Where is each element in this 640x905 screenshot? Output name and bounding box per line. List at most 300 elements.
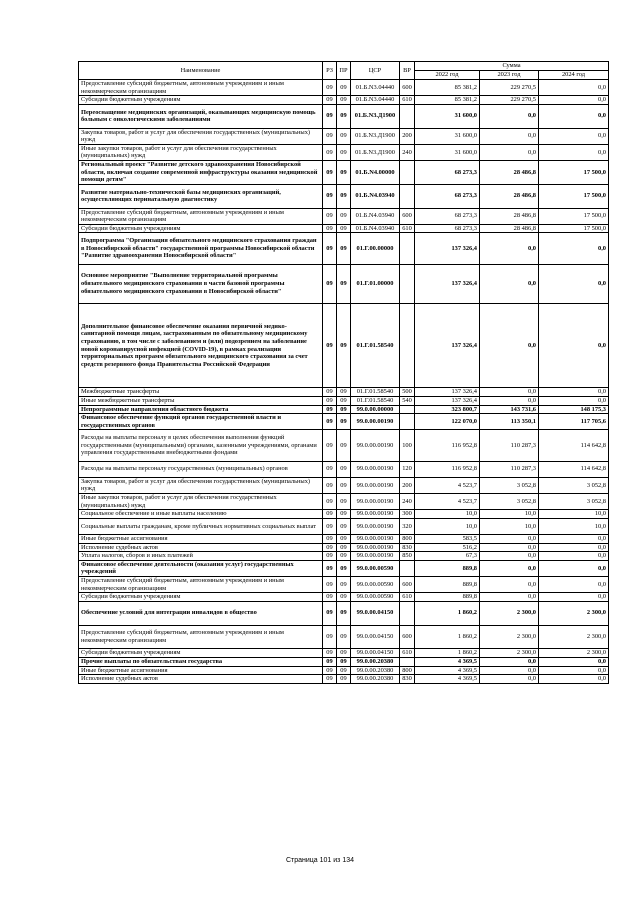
row-value-2022: 4 369,5 [415, 657, 480, 666]
row-vr [400, 414, 415, 430]
header-name: Наименование [79, 62, 323, 80]
row-name: Предоставление субсидий бюджетным, автономным учреждениям и иным некоммерческим организациям [79, 80, 323, 96]
row-rz: 09 [323, 303, 337, 388]
row-value-2022: 68 273,3 [415, 224, 480, 233]
row-rz: 09 [323, 396, 337, 405]
row-value-2023: 2 300,0 [480, 625, 539, 649]
row-pr: 09 [337, 414, 351, 430]
row-value-2023: 0,0 [480, 144, 539, 160]
row-vr [400, 104, 415, 128]
row-rz: 09 [323, 104, 337, 128]
row-value-2023: 0,0 [480, 396, 539, 405]
row-vr: 200 [400, 128, 415, 144]
row-vr: 830 [400, 675, 415, 684]
table-row [79, 601, 609, 625]
row-name: Субсидии бюджетным учреждениям [79, 649, 323, 658]
table-row [79, 80, 609, 96]
row-vr: 320 [400, 518, 415, 534]
row-value-2024: 10,0 [539, 510, 609, 519]
row-csr: 99.0.00.00190 [351, 414, 400, 430]
row-pr: 09 [337, 160, 351, 184]
row-vr [400, 233, 415, 264]
row-value-2022: 68 273,3 [415, 184, 480, 208]
row-csr: 99.0.00.20380 [351, 675, 400, 684]
row-value-2023: 0,0 [480, 552, 539, 561]
row-value-2022: 4 523,7 [415, 477, 480, 493]
row-value-2023: 143 731,6 [480, 405, 539, 414]
table-row [79, 560, 609, 576]
row-value-2022: 4 369,5 [415, 666, 480, 675]
row-rz: 09 [323, 96, 337, 105]
row-value-2024: 0,0 [539, 128, 609, 144]
row-value-2023: 110 287,3 [480, 430, 539, 461]
row-vr: 610 [400, 224, 415, 233]
row-vr: 610 [400, 593, 415, 602]
row-csr: 01.Б.N4.03940 [351, 208, 400, 224]
table-row [79, 303, 609, 388]
row-rz: 09 [323, 405, 337, 414]
row-rz: 09 [323, 144, 337, 160]
row-value-2022: 1 860,2 [415, 601, 480, 625]
row-pr: 09 [337, 303, 351, 388]
table-body [79, 80, 609, 684]
row-pr: 09 [337, 518, 351, 534]
row-rz: 09 [323, 80, 337, 96]
row-pr: 09 [337, 264, 351, 303]
row-csr: 01.Г.01.58540 [351, 388, 400, 397]
row-pr: 09 [337, 657, 351, 666]
row-rz: 09 [323, 128, 337, 144]
row-value-2024: 0,0 [539, 80, 609, 96]
row-value-2024: 0,0 [539, 303, 609, 388]
table-row [79, 96, 609, 105]
table-row [79, 576, 609, 592]
row-csr: 01.Г.01.00000 [351, 264, 400, 303]
row-pr: 09 [337, 208, 351, 224]
row-pr: 09 [337, 601, 351, 625]
row-rz: 09 [323, 414, 337, 430]
row-csr: 99.0.00.04150 [351, 625, 400, 649]
row-csr: 99.0.00.00590 [351, 576, 400, 592]
row-csr: 01.Б.N3.Д1900 [351, 104, 400, 128]
row-value-2022: 122 070,0 [415, 414, 480, 430]
row-vr: 800 [400, 666, 415, 675]
row-name: Предоставление субсидий бюджетным, автономным учреждениям и иным некоммерческим организациям [79, 208, 323, 224]
row-rz: 09 [323, 535, 337, 544]
row-value-2023: 28 486,8 [480, 184, 539, 208]
row-value-2024: 0,0 [539, 96, 609, 105]
row-value-2023: 0,0 [480, 666, 539, 675]
header-vr: ВР [400, 62, 415, 80]
row-value-2024: 10,0 [539, 518, 609, 534]
row-rz: 09 [323, 518, 337, 534]
row-vr [400, 601, 415, 625]
row-value-2022: 31 600,0 [415, 144, 480, 160]
row-rz: 09 [323, 601, 337, 625]
row-csr: 99.0.00.00190 [351, 510, 400, 519]
table-row [79, 104, 609, 128]
row-value-2023: 10,0 [480, 518, 539, 534]
row-pr: 09 [337, 675, 351, 684]
row-rz: 09 [323, 576, 337, 592]
row-pr: 09 [337, 625, 351, 649]
row-value-2024: 0,0 [539, 535, 609, 544]
table-row [79, 144, 609, 160]
row-vr: 600 [400, 80, 415, 96]
table-row [79, 477, 609, 493]
table-row [79, 414, 609, 430]
row-csr: 01.Г.00.00000 [351, 233, 400, 264]
row-vr [400, 560, 415, 576]
table-row [79, 649, 609, 658]
budget-table [78, 61, 609, 684]
row-pr: 09 [337, 649, 351, 658]
row-csr: 01.Б.N4.03940 [351, 184, 400, 208]
row-rz: 09 [323, 477, 337, 493]
row-value-2024: 0,0 [539, 144, 609, 160]
row-rz: 09 [323, 649, 337, 658]
row-name: Уплата налогов, сборов и иных платежей [79, 552, 323, 561]
row-pr: 09 [337, 535, 351, 544]
row-rz: 09 [323, 388, 337, 397]
row-pr: 09 [337, 388, 351, 397]
row-value-2023: 28 486,8 [480, 224, 539, 233]
row-rz: 09 [323, 543, 337, 552]
row-name: Субсидии бюджетным учреждениям [79, 96, 323, 105]
row-rz: 09 [323, 625, 337, 649]
row-value-2022: 68 273,3 [415, 160, 480, 184]
row-rz: 09 [323, 264, 337, 303]
row-value-2023: 229 270,5 [480, 80, 539, 96]
table-row [79, 184, 609, 208]
row-vr [400, 405, 415, 414]
row-csr: 99.0.00.00190 [351, 518, 400, 534]
table-row [79, 593, 609, 602]
row-value-2022: 137 326,4 [415, 303, 480, 388]
row-vr: 300 [400, 510, 415, 519]
row-name: Переоснащение медицинских организаций, оказывающих медицинскую помощь больным с онкологическими заболеваниями [79, 104, 323, 128]
row-rz: 09 [323, 233, 337, 264]
row-value-2023: 2 300,0 [480, 601, 539, 625]
row-vr: 830 [400, 543, 415, 552]
row-name: Подпрограмма "Организация обязательного медицинского страхования граждан в Новосибирской области" государственной программы Новосибирской области "Развитие здравоохранения Новосибирской области" [79, 233, 323, 264]
row-value-2023: 0,0 [480, 303, 539, 388]
row-rz: 09 [323, 657, 337, 666]
row-value-2022: 68 273,3 [415, 208, 480, 224]
row-name: Предоставление субсидий бюджетным, автономным учреждениям и иным некоммерческим организациям [79, 576, 323, 592]
row-value-2023: 0,0 [480, 593, 539, 602]
row-pr: 09 [337, 560, 351, 576]
row-value-2023: 0,0 [480, 388, 539, 397]
row-value-2022: 116 952,8 [415, 461, 480, 477]
row-value-2023: 0,0 [480, 535, 539, 544]
row-name: Финансовое обеспечение функций органов государственной власти и государственных органов [79, 414, 323, 430]
row-vr: 240 [400, 144, 415, 160]
row-csr: 99.0.00.00190 [351, 477, 400, 493]
row-rz: 09 [323, 675, 337, 684]
row-value-2023: 28 486,8 [480, 160, 539, 184]
table-row [79, 535, 609, 544]
row-value-2024: 117 705,6 [539, 414, 609, 430]
row-rz: 09 [323, 208, 337, 224]
row-value-2024: 17 500,0 [539, 208, 609, 224]
header-year-2023: 2023 год [480, 71, 539, 80]
table-row [79, 264, 609, 303]
table-row [79, 405, 609, 414]
row-csr: 99.0.00.04150 [351, 601, 400, 625]
row-vr: 600 [400, 576, 415, 592]
row-value-2024: 0,0 [539, 233, 609, 264]
row-value-2022: 31 600,0 [415, 128, 480, 144]
row-name: Финансовое обеспечение деятельности (оказания услуг) государственных учреждений [79, 560, 323, 576]
row-rz: 09 [323, 552, 337, 561]
row-value-2022: 4 369,5 [415, 675, 480, 684]
row-value-2023: 0,0 [480, 675, 539, 684]
row-value-2024: 0,0 [539, 576, 609, 592]
row-value-2024: 3 052,8 [539, 494, 609, 510]
row-value-2022: 889,8 [415, 593, 480, 602]
row-pr: 09 [337, 96, 351, 105]
row-value-2023: 3 052,8 [480, 494, 539, 510]
row-name: Социальное обеспечение и иные выплаты населению [79, 510, 323, 519]
header-pr: ПР [337, 62, 351, 80]
row-csr: 01.Г.01.58540 [351, 303, 400, 388]
row-name: Субсидии бюджетным учреждениям [79, 224, 323, 233]
header-csr: ЦСР [351, 62, 400, 80]
row-value-2022: 583,5 [415, 535, 480, 544]
row-rz: 09 [323, 184, 337, 208]
row-pr: 09 [337, 666, 351, 675]
row-value-2024: 0,0 [539, 388, 609, 397]
row-value-2022: 1 860,2 [415, 625, 480, 649]
row-value-2024: 148 175,3 [539, 405, 609, 414]
row-value-2024: 0,0 [539, 593, 609, 602]
row-value-2023: 3 052,8 [480, 477, 539, 493]
row-value-2023: 0,0 [480, 560, 539, 576]
row-csr: 99.0.00.00190 [351, 494, 400, 510]
row-pr: 09 [337, 593, 351, 602]
table-row [79, 160, 609, 184]
header-sum: Сумма [415, 62, 609, 71]
row-rz: 09 [323, 560, 337, 576]
table-row [79, 388, 609, 397]
row-value-2022: 137 326,4 [415, 388, 480, 397]
row-pr: 09 [337, 494, 351, 510]
row-csr: 01.Б.N3.04440 [351, 96, 400, 105]
row-vr: 600 [400, 625, 415, 649]
table-row [79, 461, 609, 477]
row-rz: 09 [323, 666, 337, 675]
row-value-2024: 0,0 [539, 552, 609, 561]
row-name: Иные закупки товаров, работ и услуг для обеспечения государственных (муниципальных) нужд [79, 494, 323, 510]
row-name: Предоставление субсидий бюджетным, автономным учреждениям и иным некоммерческим организациям [79, 625, 323, 649]
table-row [79, 208, 609, 224]
row-value-2024: 2 300,0 [539, 625, 609, 649]
row-vr: 500 [400, 388, 415, 397]
row-vr: 600 [400, 208, 415, 224]
row-value-2024: 17 500,0 [539, 184, 609, 208]
row-rz: 09 [323, 494, 337, 510]
row-name: Расходы на выплаты персоналу государственных (муниципальных) органов [79, 461, 323, 477]
row-vr: 200 [400, 477, 415, 493]
row-name: Иные закупки товаров, работ и услуг для обеспечения государственных (муниципальных) нужд [79, 144, 323, 160]
row-value-2024: 0,0 [539, 104, 609, 128]
row-csr: 01.Б.N3.Д1900 [351, 128, 400, 144]
row-csr: 99.0.00.00190 [351, 552, 400, 561]
table-row [79, 543, 609, 552]
row-value-2024: 0,0 [539, 543, 609, 552]
row-value-2024: 3 052,8 [539, 477, 609, 493]
row-pr: 09 [337, 128, 351, 144]
row-rz: 09 [323, 160, 337, 184]
row-name: Региональный проект "Развитие детского здравоохранения Новосибирской области, включая создание современной инфраструктуры оказания медицинской помощи детям" [79, 160, 323, 184]
row-csr: 01.Б.N3.04440 [351, 80, 400, 96]
row-csr: 99.0.00.00590 [351, 560, 400, 576]
row-value-2023: 0,0 [480, 233, 539, 264]
table-header [79, 62, 609, 80]
page-number: Страница 101 из 134 [285, 857, 355, 864]
row-csr: 99.0.00.00190 [351, 461, 400, 477]
row-value-2023: 229 270,5 [480, 96, 539, 105]
row-name: Прочие выплаты по обязательствам государства [79, 657, 323, 666]
row-value-2024: 0,0 [539, 264, 609, 303]
row-vr [400, 657, 415, 666]
row-csr: 01.Б.N4.03940 [351, 224, 400, 233]
row-vr [400, 184, 415, 208]
row-csr: 01.Б.N4.00000 [351, 160, 400, 184]
header-year-2022: 2022 год [415, 71, 480, 80]
row-value-2022: 137 326,4 [415, 264, 480, 303]
row-value-2024: 2 300,0 [539, 649, 609, 658]
row-csr: 99.0.00.00190 [351, 430, 400, 461]
row-pr: 09 [337, 543, 351, 552]
row-value-2023: 28 486,8 [480, 208, 539, 224]
row-csr: 99.0.00.00190 [351, 543, 400, 552]
row-value-2023: 0,0 [480, 128, 539, 144]
row-pr: 09 [337, 510, 351, 519]
row-pr: 09 [337, 184, 351, 208]
row-value-2023: 0,0 [480, 657, 539, 666]
table-row [79, 675, 609, 684]
table-row [79, 510, 609, 519]
row-csr: 01.Б.N3.Д1900 [351, 144, 400, 160]
row-vr [400, 264, 415, 303]
row-csr: 01.Г.01.58540 [351, 396, 400, 405]
row-name: Дополнительное финансовое обеспечение оказания первичной медико-санитарной помощи лицам, застрахованным по обязательному медицинскому страхованию, в том числе с заболеванием и (или) подозрением на заболевание новой коронавирусной инфекцией (COVID-19), в рамках реализации территориальных программ обязательного медицинского страхования за счет средств резервного фонда Правительства Российской Федерации [79, 303, 323, 388]
row-pr: 09 [337, 80, 351, 96]
row-name: Закупка товаров, работ и услуг для обеспечения государственных (муниципальных) нужд [79, 128, 323, 144]
row-pr: 09 [337, 461, 351, 477]
row-value-2022: 1 860,2 [415, 649, 480, 658]
row-pr: 09 [337, 430, 351, 461]
row-rz: 09 [323, 224, 337, 233]
row-name: Основное мероприятие "Выполнение территориальной программы обязательного медицинского страхования в части базовой программы обязательного медицинского страхования в Новосибирской области" [79, 264, 323, 303]
row-value-2024: 114 642,8 [539, 430, 609, 461]
row-value-2024: 114 642,8 [539, 461, 609, 477]
row-value-2023: 2 300,0 [480, 649, 539, 658]
row-value-2022: 67,3 [415, 552, 480, 561]
row-vr: 240 [400, 494, 415, 510]
row-value-2022: 4 523,7 [415, 494, 480, 510]
row-name: Иные межбюджетные трансферты [79, 396, 323, 405]
row-csr: 99.0.00.00590 [351, 593, 400, 602]
row-value-2024: 0,0 [539, 560, 609, 576]
row-vr: 850 [400, 552, 415, 561]
row-value-2023: 110 287,3 [480, 461, 539, 477]
row-pr: 09 [337, 576, 351, 592]
row-name: Закупка товаров, работ и услуг для обеспечения государственных (муниципальных) нужд [79, 477, 323, 493]
row-value-2022: 137 326,4 [415, 396, 480, 405]
table-row [79, 657, 609, 666]
row-pr: 09 [337, 405, 351, 414]
row-rz: 09 [323, 593, 337, 602]
row-value-2022: 116 952,8 [415, 430, 480, 461]
row-value-2022: 889,8 [415, 576, 480, 592]
row-name: Социальные выплаты гражданам, кроме публичных нормативных социальных выплат [79, 518, 323, 534]
table-row [79, 224, 609, 233]
row-vr: 100 [400, 430, 415, 461]
row-pr: 09 [337, 104, 351, 128]
table-row [79, 666, 609, 675]
header-year-2024: 2024 год [539, 71, 609, 80]
table-row [79, 518, 609, 534]
row-name: Непрограммные направления областного бюджета [79, 405, 323, 414]
document-page [78, 61, 608, 684]
row-pr: 09 [337, 477, 351, 493]
row-value-2023: 0,0 [480, 264, 539, 303]
row-value-2024: 0,0 [539, 666, 609, 675]
row-csr: 99.0.00.04150 [351, 649, 400, 658]
row-value-2024: 0,0 [539, 657, 609, 666]
row-csr: 99.0.00.00190 [351, 535, 400, 544]
row-name: Иные бюджетные ассигнования [79, 535, 323, 544]
row-value-2022: 137 326,4 [415, 233, 480, 264]
row-pr: 09 [337, 552, 351, 561]
row-value-2022: 31 600,0 [415, 104, 480, 128]
row-pr: 09 [337, 396, 351, 405]
table-row [79, 396, 609, 405]
row-value-2023: 10,0 [480, 510, 539, 519]
row-value-2022: 10,0 [415, 510, 480, 519]
row-value-2022: 889,8 [415, 560, 480, 576]
row-value-2022: 516,2 [415, 543, 480, 552]
row-rz: 09 [323, 510, 337, 519]
row-name: Расходы на выплаты персоналу в целях обеспечения выполнения функций государственными (муниципальными) органами, казенными учреждениями, органами управления государственными внебюджетными фондами [79, 430, 323, 461]
row-csr: 99.0.00.20380 [351, 657, 400, 666]
row-value-2024: 17 500,0 [539, 160, 609, 184]
table-row [79, 552, 609, 561]
row-value-2023: 113 350,1 [480, 414, 539, 430]
row-rz: 09 [323, 430, 337, 461]
row-vr [400, 303, 415, 388]
row-vr: 610 [400, 96, 415, 105]
row-name: Иные бюджетные ассигнования [79, 666, 323, 675]
row-value-2022: 10,0 [415, 518, 480, 534]
row-rz: 09 [323, 461, 337, 477]
row-value-2023: 0,0 [480, 576, 539, 592]
table-row [79, 128, 609, 144]
table-row [79, 625, 609, 649]
row-vr: 800 [400, 535, 415, 544]
row-value-2022: 85 381,2 [415, 80, 480, 96]
table-row [79, 430, 609, 461]
row-name: Межбюджетные трансферты [79, 388, 323, 397]
row-vr [400, 160, 415, 184]
row-csr: 99.0.00.00000 [351, 405, 400, 414]
row-csr: 99.0.00.20380 [351, 666, 400, 675]
row-vr: 610 [400, 649, 415, 658]
row-pr: 09 [337, 144, 351, 160]
